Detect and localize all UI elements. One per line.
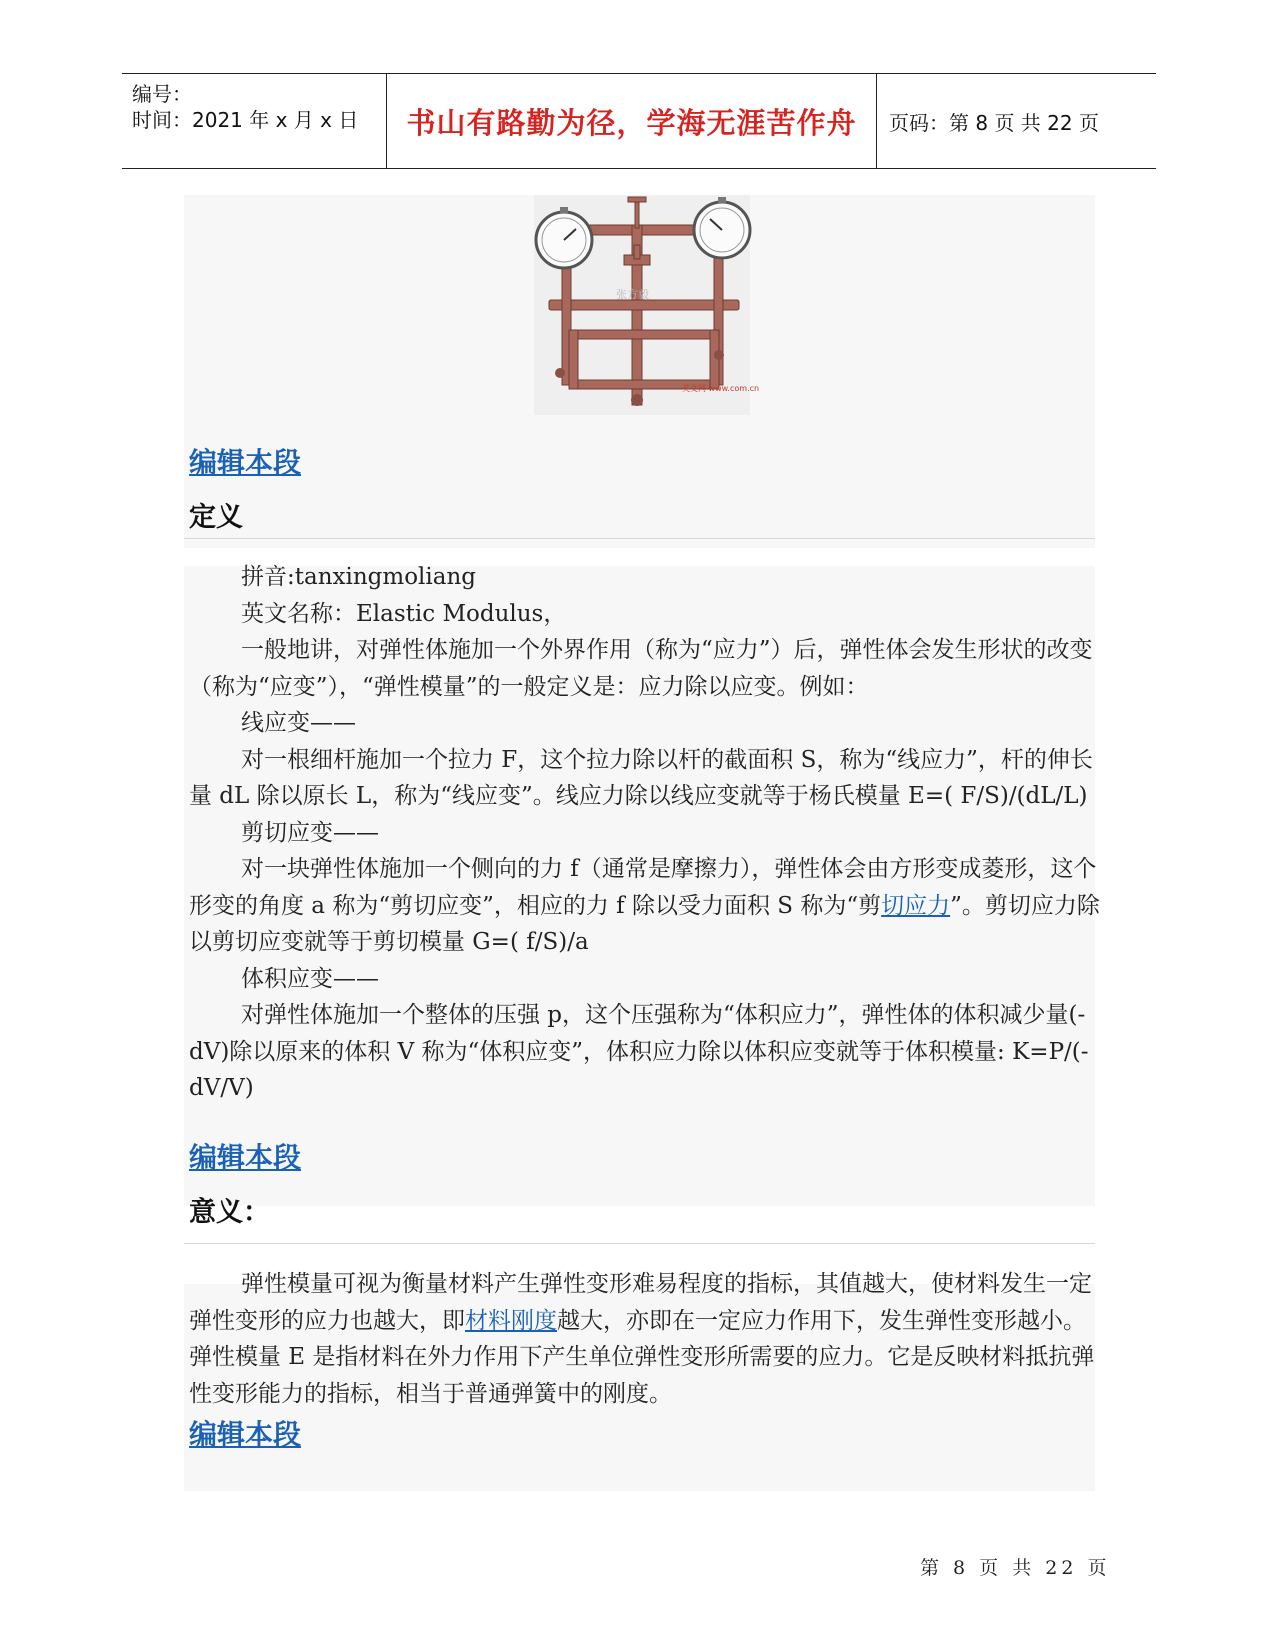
shear-text-2: ”。剪切应力除以剪切应变就等于剪切模量 G=( f/S)/a — [189, 892, 1100, 955]
figure-caption: 张方毅 — [616, 288, 649, 301]
material-stiffness-link[interactable]: 材料刚度 — [465, 1307, 557, 1334]
meaning-text-1: 弹性模量可视为衡量材料产生弹性变形难易程度的指标，其值越大，使材料发生一定弹性变形的应力也越大，即 — [189, 1271, 1092, 1334]
shear-stress-link[interactable]: 切应力 — [881, 892, 951, 919]
page-header — [122, 73, 1156, 169]
meaning-text-2: 越大，亦即在一定应力作用下，发生弹性变形越小。弹性模量 E 是指材料在外力作用下产生单位弹性变形所需要的应力。它是反映材料抵抗弹性变形能力的指标，相当于普通弹簧中的刚度。 — [189, 1307, 1095, 1407]
definition-body — [189, 559, 1104, 1107]
definition-title: 定义 — [189, 502, 243, 533]
shear-strain-paragraph — [189, 851, 1104, 961]
page-footer: 第 8 页 共 22 页 — [920, 1557, 1111, 1579]
edit-section-link[interactable]: 编辑本段 — [189, 1418, 302, 1451]
linear-strain-paragraph: 对一根细杆施加一个拉力 F，这个拉力除以杆的截面积 S，称为“线应力”，杆的伸长量 dL 除以原长 L，称为“线应变”。线应力除以线应变就等于杨氏模量 E=( F/S)/(dL/L) — [189, 746, 1093, 809]
volume-strain-title: 体积应变—— — [241, 965, 379, 992]
english-name-line: 英文名称：Elastic Modulus， — [241, 600, 567, 627]
serial-label: 编号： — [132, 82, 192, 106]
pinyin-line: 拼音:tanxingmoliang — [241, 564, 476, 590]
meaning-title: 意义： — [189, 1197, 270, 1228]
page-label: 页码：第 8 页 共 22 页 — [889, 110, 1099, 135]
extensometer-image — [534, 195, 760, 415]
meaning-body — [189, 1266, 1104, 1412]
motto-text: 书山有路勤为径，学海无涯苦作舟 — [406, 105, 857, 140]
edit-section-link[interactable]: 编辑本段 — [189, 446, 302, 479]
time-label: 时间：2021 年 x 月 x 日 — [132, 108, 359, 132]
header-motto — [386, 74, 877, 168]
section-divider — [184, 1243, 1095, 1244]
header-meta — [122, 74, 386, 168]
meaning-paragraph — [189, 1266, 1104, 1412]
linear-strain-title: 线应变—— — [241, 710, 356, 736]
shear-strain-title: 剪切应变—— — [241, 819, 379, 846]
section-divider — [184, 538, 1095, 539]
volume-strain-paragraph: 对弹性体施加一个整体的压强 p，这个压强称为“体积应力”，弹性体的体积减少量(-dV)除以原来的体积 V 称为“体积应变”，体积应力除以体积应变就等于体积模量: K=P/(-dV/V) — [189, 1002, 1089, 1101]
intro-paragraph: 一般地讲，对弹性体施加一个外界作用（称为“应力”）后，弹性体会发生形状的改变（称为“应变”），“弹性模量”的一般定义是：应力除以应变。例如： — [189, 637, 1093, 700]
figure-watermark: 英文网 www.com.cn — [682, 384, 760, 393]
shear-text-1: 对一块弹性体施加一个侧向的力 f（通常是摩擦力），弹性体会由方形变成菱形，这个形变的角度 a 称为“剪切应变”，相应的力 f 除以受力面积 S 称为“剪 — [189, 856, 1097, 919]
edit-section-link[interactable]: 编辑本段 — [189, 1141, 302, 1174]
extensometer-drawing — [534, 195, 760, 415]
